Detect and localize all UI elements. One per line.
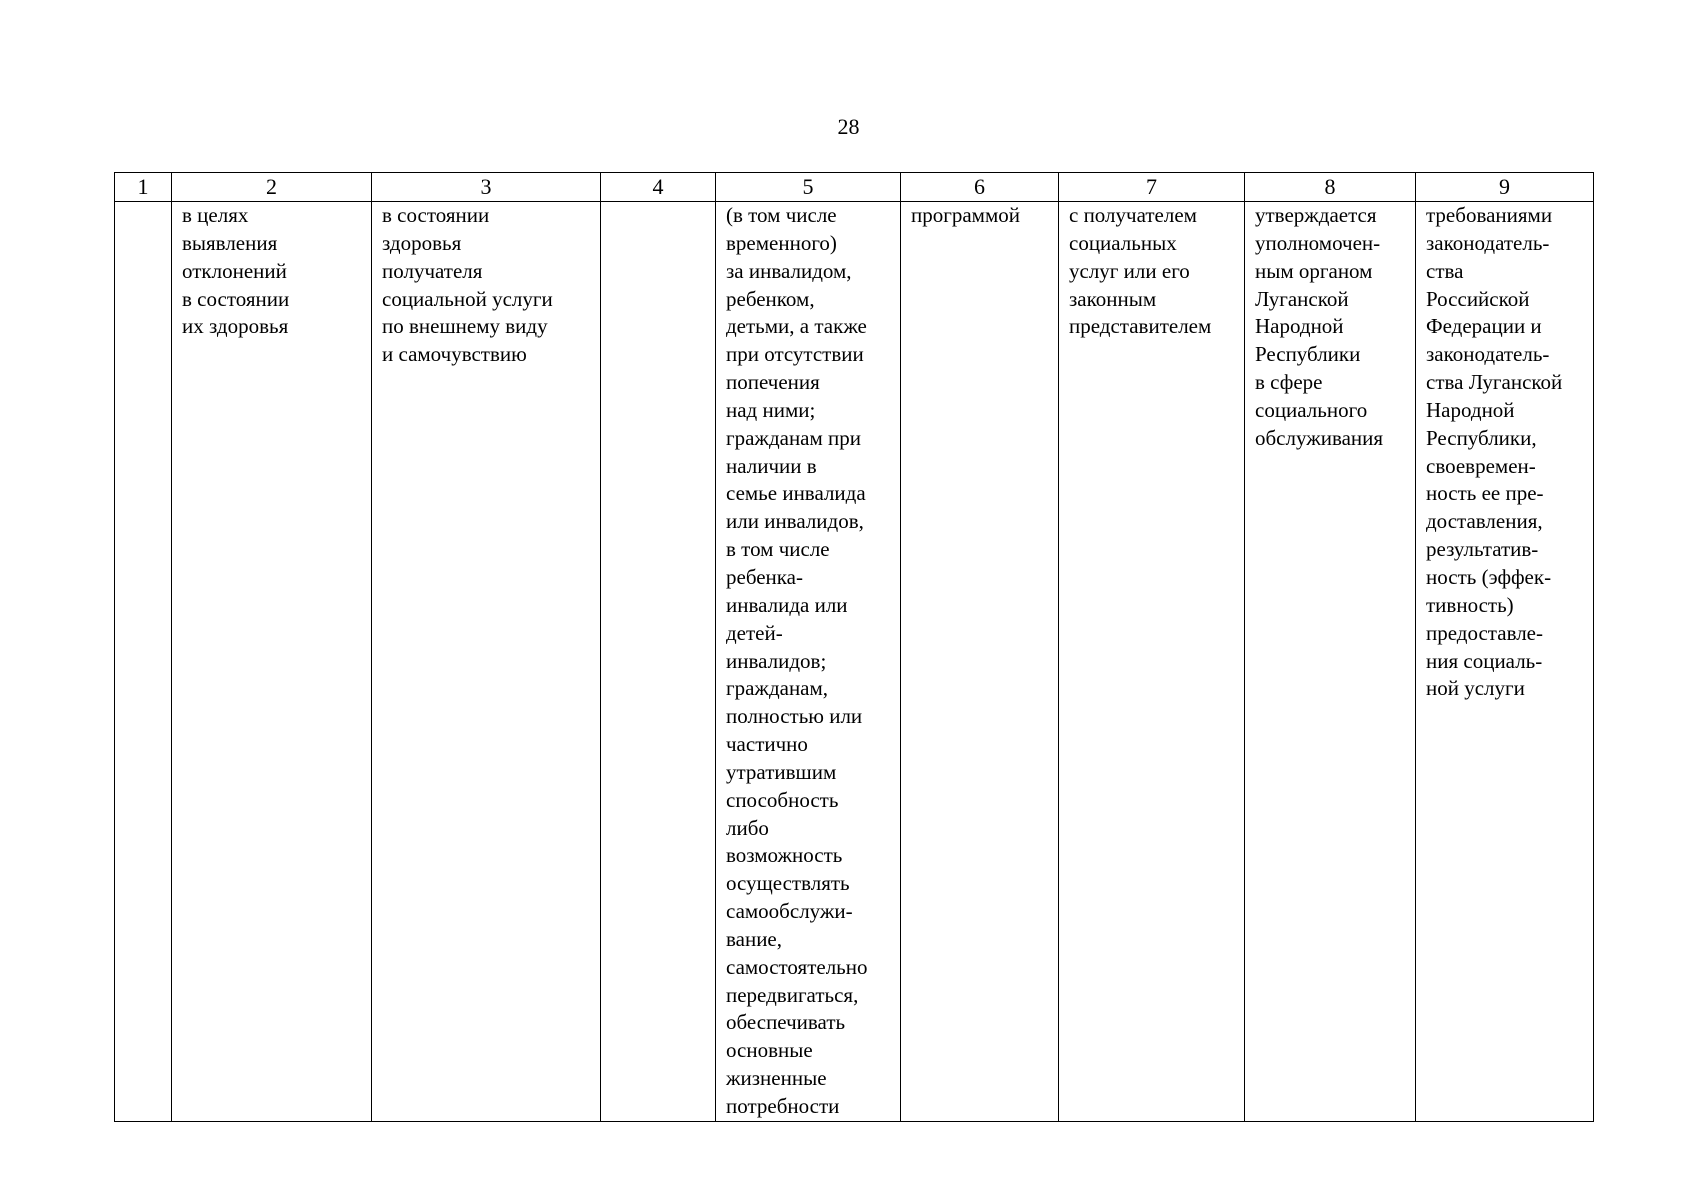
table-cell-col-9: требованиями законодатель- ства Российской Федерации и законодатель- ства Луганской Народной Республики, своевремен- ность ее пре- доставления, результатив- ность (эффек- тивность) предоставле- ния социаль- ной услуги bbox=[1416, 202, 1594, 1122]
column-number-1: 1 bbox=[115, 173, 172, 202]
column-number-2: 2 bbox=[172, 173, 372, 202]
page-number: 28 bbox=[837, 114, 860, 139]
table-cell-col-3: в состоянии здоровья получателя социальной услуги по внешнему виду и самочувствию bbox=[372, 202, 601, 1122]
table-cell-col-5: (в том числе временного) за инвалидом, ребенком, детьми, а также при отсутствии попечения над ними; гражданам при наличии в семье инвалида или инвалидов, в том числе ребенка- инвалида или детей- инвалидов; гражданам, полностью или частично утратившим способность либо возможность осуществлять самообслужи- вание, самостоятельно передвигаться, обеспечивать основные жизненные потребности bbox=[716, 202, 901, 1122]
table-cell-col-1 bbox=[115, 202, 172, 1122]
table-row bbox=[115, 202, 1594, 1122]
table-cell-col-4 bbox=[601, 202, 716, 1122]
column-number-5: 5 bbox=[716, 173, 901, 202]
table-cell-col-2: в целях выявления отклонений в состоянии их здоровья bbox=[172, 202, 372, 1122]
column-number-4: 4 bbox=[601, 173, 716, 202]
column-number-8: 8 bbox=[1245, 173, 1416, 202]
column-number-7: 7 bbox=[1059, 173, 1245, 202]
table-cell-col-7: с получателем социальных услуг или его законным представителем bbox=[1059, 202, 1245, 1122]
column-number-row bbox=[115, 173, 1594, 202]
table-cell-col-8: утверждается уполномочен- ным органом Луганской Народной Республики в сфере социального обслуживания bbox=[1245, 202, 1416, 1122]
column-number-3: 3 bbox=[372, 173, 601, 202]
column-number-9: 9 bbox=[1416, 173, 1594, 202]
services-table bbox=[114, 172, 1594, 1122]
table-cell-col-6: программой bbox=[901, 202, 1059, 1122]
column-number-6: 6 bbox=[901, 173, 1059, 202]
